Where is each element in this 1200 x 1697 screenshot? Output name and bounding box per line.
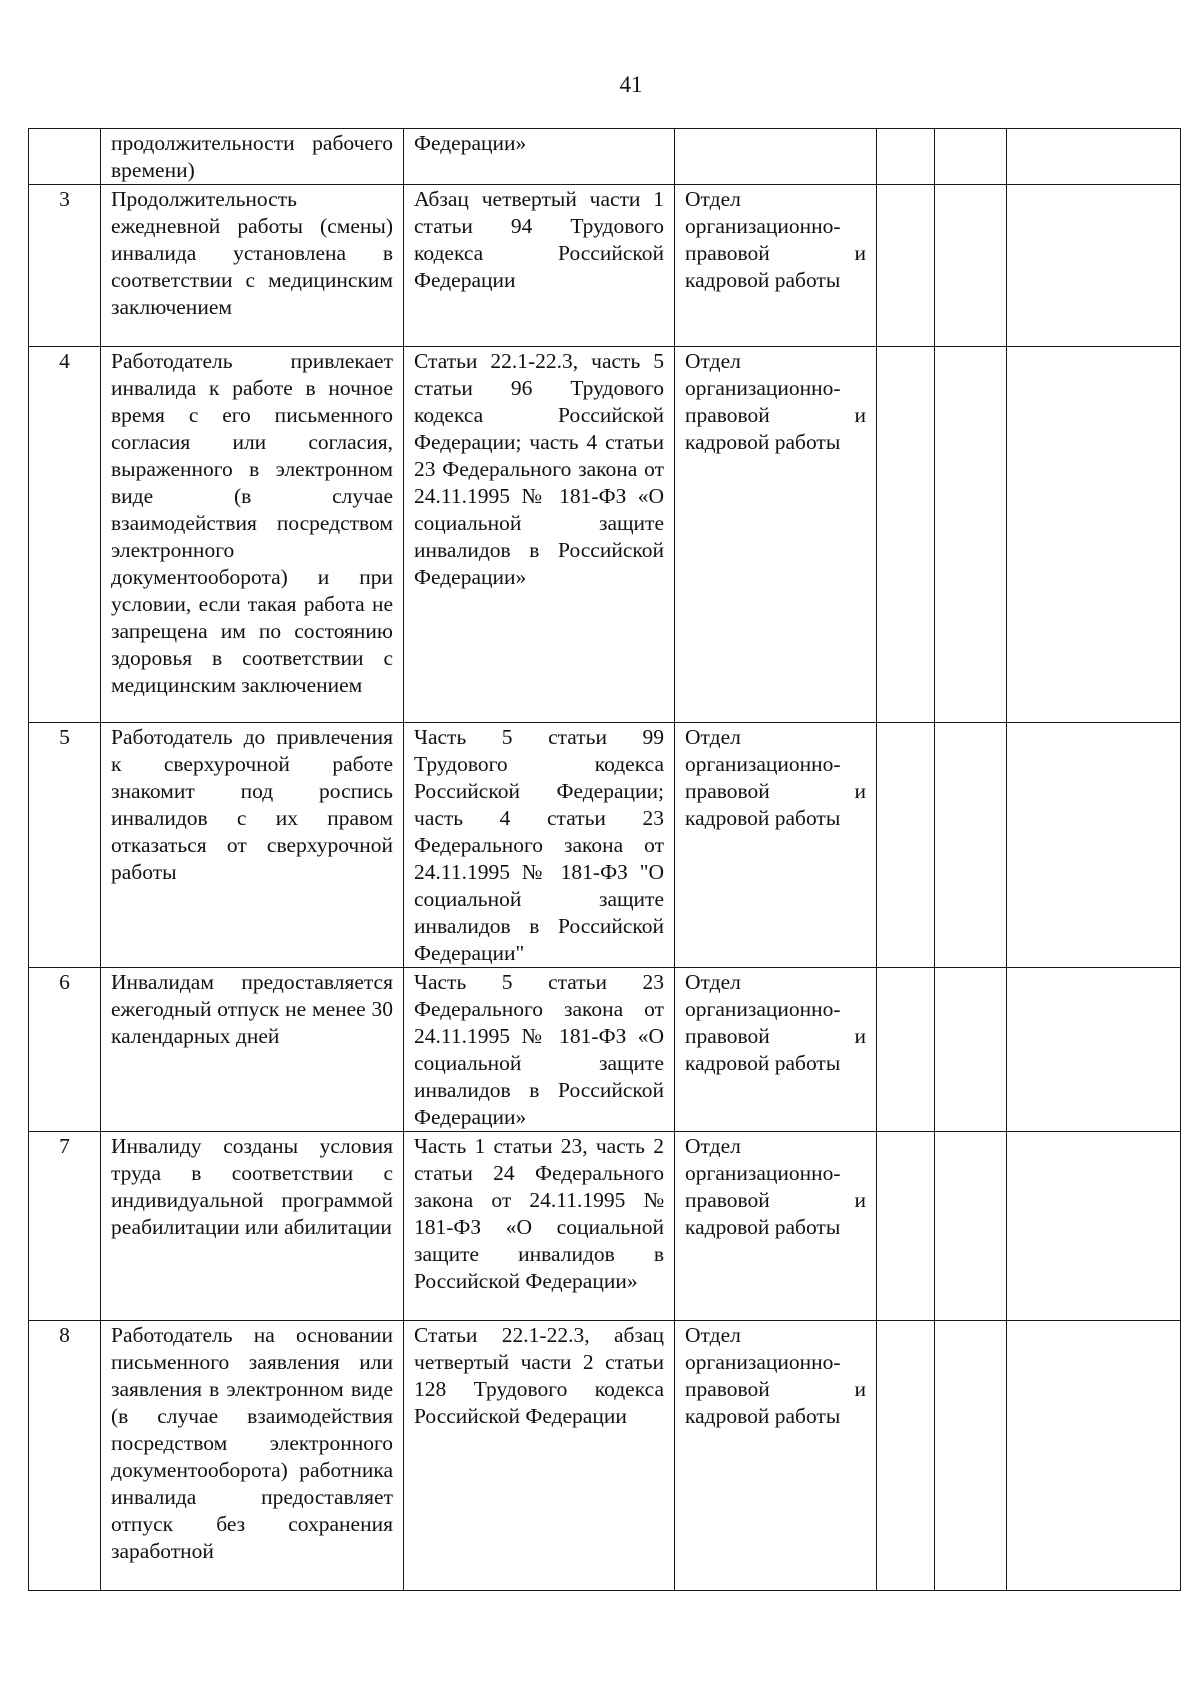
responsible-cell	[675, 129, 877, 185]
empty-cell	[877, 185, 935, 347]
row-number: 3	[29, 185, 101, 347]
empty-cell	[1007, 1321, 1181, 1591]
table-row	[29, 723, 1181, 968]
responsible-cell: Отдел организационно-правовой и кадровой работы	[675, 347, 877, 723]
requirement-cell: Работодатель привлекает инвалида к работе в ночное время с его письменного согласия или согласия, выраженного в электронном виде (в случае взаимодействия посредством электронного документооборота) и при условии, если такая работа не запрещена им по состоянию здоровья в соответствии с медицинским заключением	[101, 347, 404, 723]
empty-cell	[1007, 185, 1181, 347]
empty-cell	[877, 968, 935, 1132]
empty-cell	[877, 723, 935, 968]
row-number: 6	[29, 968, 101, 1132]
legal-basis-cell: Абзац четвертый части 1 статьи 94 Трудового кодекса Российской Федерации	[404, 185, 675, 347]
responsible-cell: Отдел организационно-правовой и кадровой работы	[675, 185, 877, 347]
row-number	[29, 129, 101, 185]
empty-cell	[877, 1132, 935, 1321]
row-number: 8	[29, 1321, 101, 1591]
empty-cell	[935, 1132, 1007, 1321]
requirement-cell: Инвалиду созданы условия труда в соответствии с индивидуальной программой реабилитации или абилитации	[101, 1132, 404, 1321]
responsible-cell: Отдел организационно-правовой и кадровой работы	[675, 968, 877, 1132]
empty-cell	[935, 723, 1007, 968]
legal-basis-cell: Статьи 22.1-22.3, абзац четвертый части 2 статьи 128 Трудового кодекса Российской Федерации	[404, 1321, 675, 1591]
empty-cell	[935, 129, 1007, 185]
checklist-table	[28, 128, 1181, 1591]
table-row	[29, 347, 1181, 723]
responsible-cell: Отдел организационно-правовой и кадровой работы	[675, 1132, 877, 1321]
row-number: 7	[29, 1132, 101, 1321]
requirement-cell: Работодатель до привлечения к сверхурочной работе знакомит под роспись инвалидов с их правом отказаться от сверхурочной работы	[101, 723, 404, 968]
requirement-cell: продолжительности рабочего времени)	[101, 129, 404, 185]
responsible-cell: Отдел организационно-правовой и кадровой работы	[675, 1321, 877, 1591]
empty-cell	[877, 1321, 935, 1591]
table-row	[29, 185, 1181, 347]
empty-cell	[1007, 129, 1181, 185]
requirement-cell: Работодатель на основании письменного заявления или заявления в электронном виде (в случае взаимодействия посредством электронного документооборота) работника инвалида предоставляет отпуск без сохранения заработной	[101, 1321, 404, 1591]
legal-basis-cell: Часть 5 статьи 99 Трудового кодекса Российской Федерации; часть 4 статьи 23 Федерального закона от 24.11.1995 № 181-ФЗ "О социальной защите инвалидов в Российской Федерации"	[404, 723, 675, 968]
row-number: 5	[29, 723, 101, 968]
empty-cell	[1007, 1132, 1181, 1321]
empty-cell	[1007, 347, 1181, 723]
empty-cell	[935, 185, 1007, 347]
empty-cell	[1007, 723, 1181, 968]
table-row	[29, 1132, 1181, 1321]
legal-basis-cell: Федерации»	[404, 129, 675, 185]
page-number: 41	[619, 72, 643, 97]
table-row	[29, 1321, 1181, 1591]
requirement-cell: Инвалидам предоставляется ежегодный отпуск не менее 30 календарных дней	[101, 968, 404, 1132]
legal-basis-cell: Часть 1 статьи 23, часть 2 статьи 24 Федерального закона от 24.11.1995 № 181-ФЗ «О социальной защите инвалидов в Российской Федерации»	[404, 1132, 675, 1321]
empty-cell	[935, 1321, 1007, 1591]
legal-basis-cell: Часть 5 статьи 23 Федерального закона от 24.11.1995 № 181-ФЗ «О социальной защите инвалидов в Российской Федерации»	[404, 968, 675, 1132]
empty-cell	[877, 129, 935, 185]
table-row	[29, 968, 1181, 1132]
empty-cell	[1007, 968, 1181, 1132]
empty-cell	[935, 347, 1007, 723]
table-row	[29, 129, 1181, 185]
legal-basis-cell: Статьи 22.1-22.3, часть 5 статьи 96 Трудового кодекса Российской Федерации; часть 4 статьи 23 Федерального закона от 24.11.1995 № 181-ФЗ «О социальной защите инвалидов в Российской Федерации»	[404, 347, 675, 723]
empty-cell	[935, 968, 1007, 1132]
empty-cell	[877, 347, 935, 723]
requirement-cell: Продолжительность ежедневной работы (смены) инвалида установлена в соответствии с медицинским заключением	[101, 185, 404, 347]
row-number: 4	[29, 347, 101, 723]
responsible-cell: Отдел организационно-правовой и кадровой работы	[675, 723, 877, 968]
